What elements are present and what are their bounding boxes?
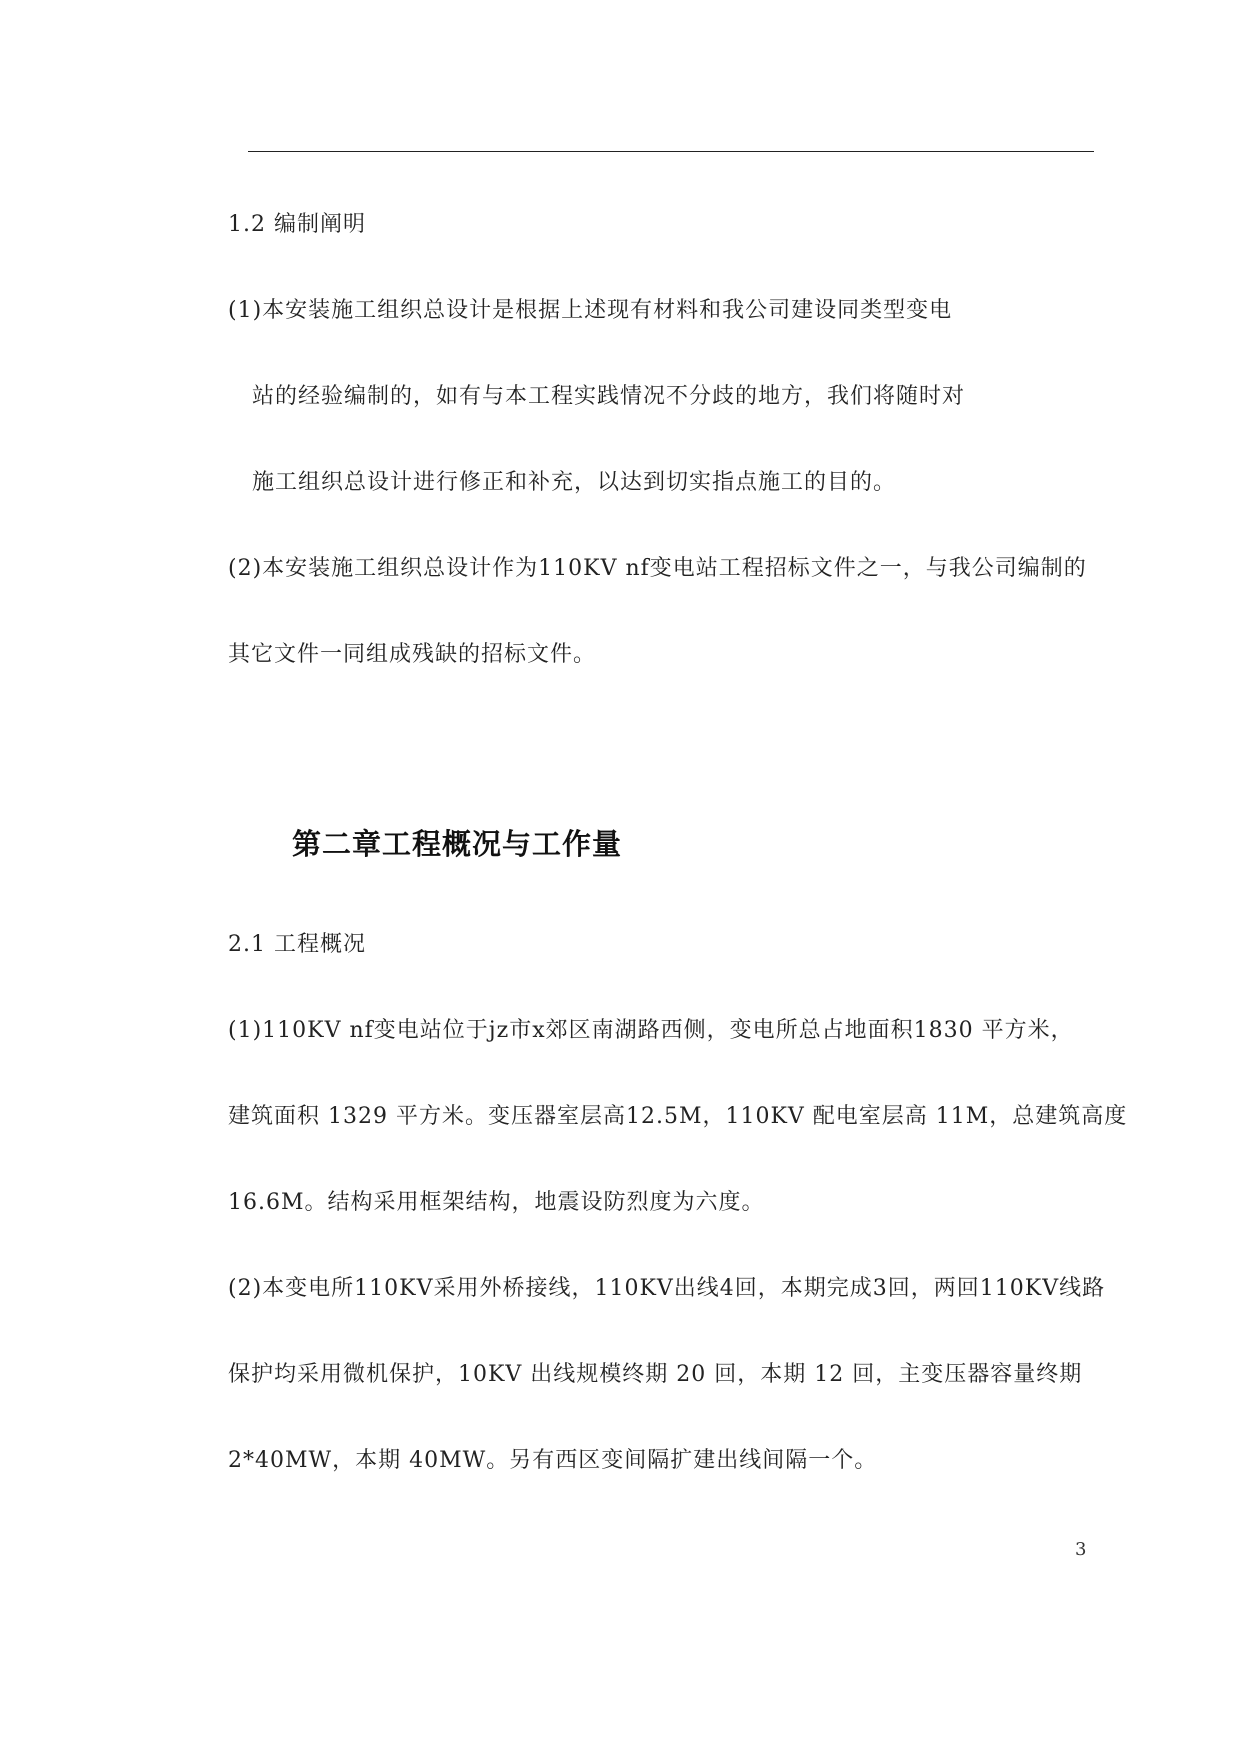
paragraph-line: (2)本安装施工组织总设计作为110KV nf变电站工程招标文件之一，与我公司编制的 — [228, 556, 1087, 581]
paragraph-line: (1)110KV nf变电站位于jz市x郊区南湖路西侧，变电所总占地面积1830 平方米， — [228, 1018, 1074, 1043]
page-number: 3 — [1075, 1539, 1087, 1560]
paragraph-line: 16.6M。结构采用框架结构，地震设防烈度为六度。 — [228, 1190, 765, 1215]
paragraph-line: (1)本安装施工组织总设计是根据上述现有材料和我公司建设同类型变电 — [228, 298, 953, 323]
paragraph-line: 站的经验编制的，如有与本工程实践情况不分歧的地方，我们将随时对 — [252, 384, 966, 409]
paragraph-line: 保护均采用微机保护，10KV 出线规模终期 20 回，本期 12 回，主变压器容量终期 — [228, 1362, 1083, 1387]
header-rule — [248, 151, 1094, 152]
paragraph-line: 建筑面积 1329 平方米。变压器室层高12.5M，110KV 配电室层高 11M，总建筑高度 — [228, 1104, 1128, 1129]
paragraph-line: 其它文件一同组成残缺的招标文件。 — [228, 642, 597, 667]
section-heading-2-1: 2.1 工程概况 — [228, 932, 366, 957]
paragraph-line: (2)本变电所110KV采用外桥接线，110KV出线4回，本期完成3回，两回110KV线路 — [228, 1276, 1106, 1301]
section-heading-1-2: 1.2 编制阐明 — [228, 212, 366, 237]
paragraph-line: 2*40MW，本期 40MW。另有西区变间隔扩建出线间隔一个。 — [228, 1448, 878, 1473]
paragraph-line: 施工组织总设计进行修正和补充，以达到切实指点施工的目的。 — [252, 470, 897, 495]
chapter-title: 第二章工程概况与工作量 — [292, 827, 623, 861]
